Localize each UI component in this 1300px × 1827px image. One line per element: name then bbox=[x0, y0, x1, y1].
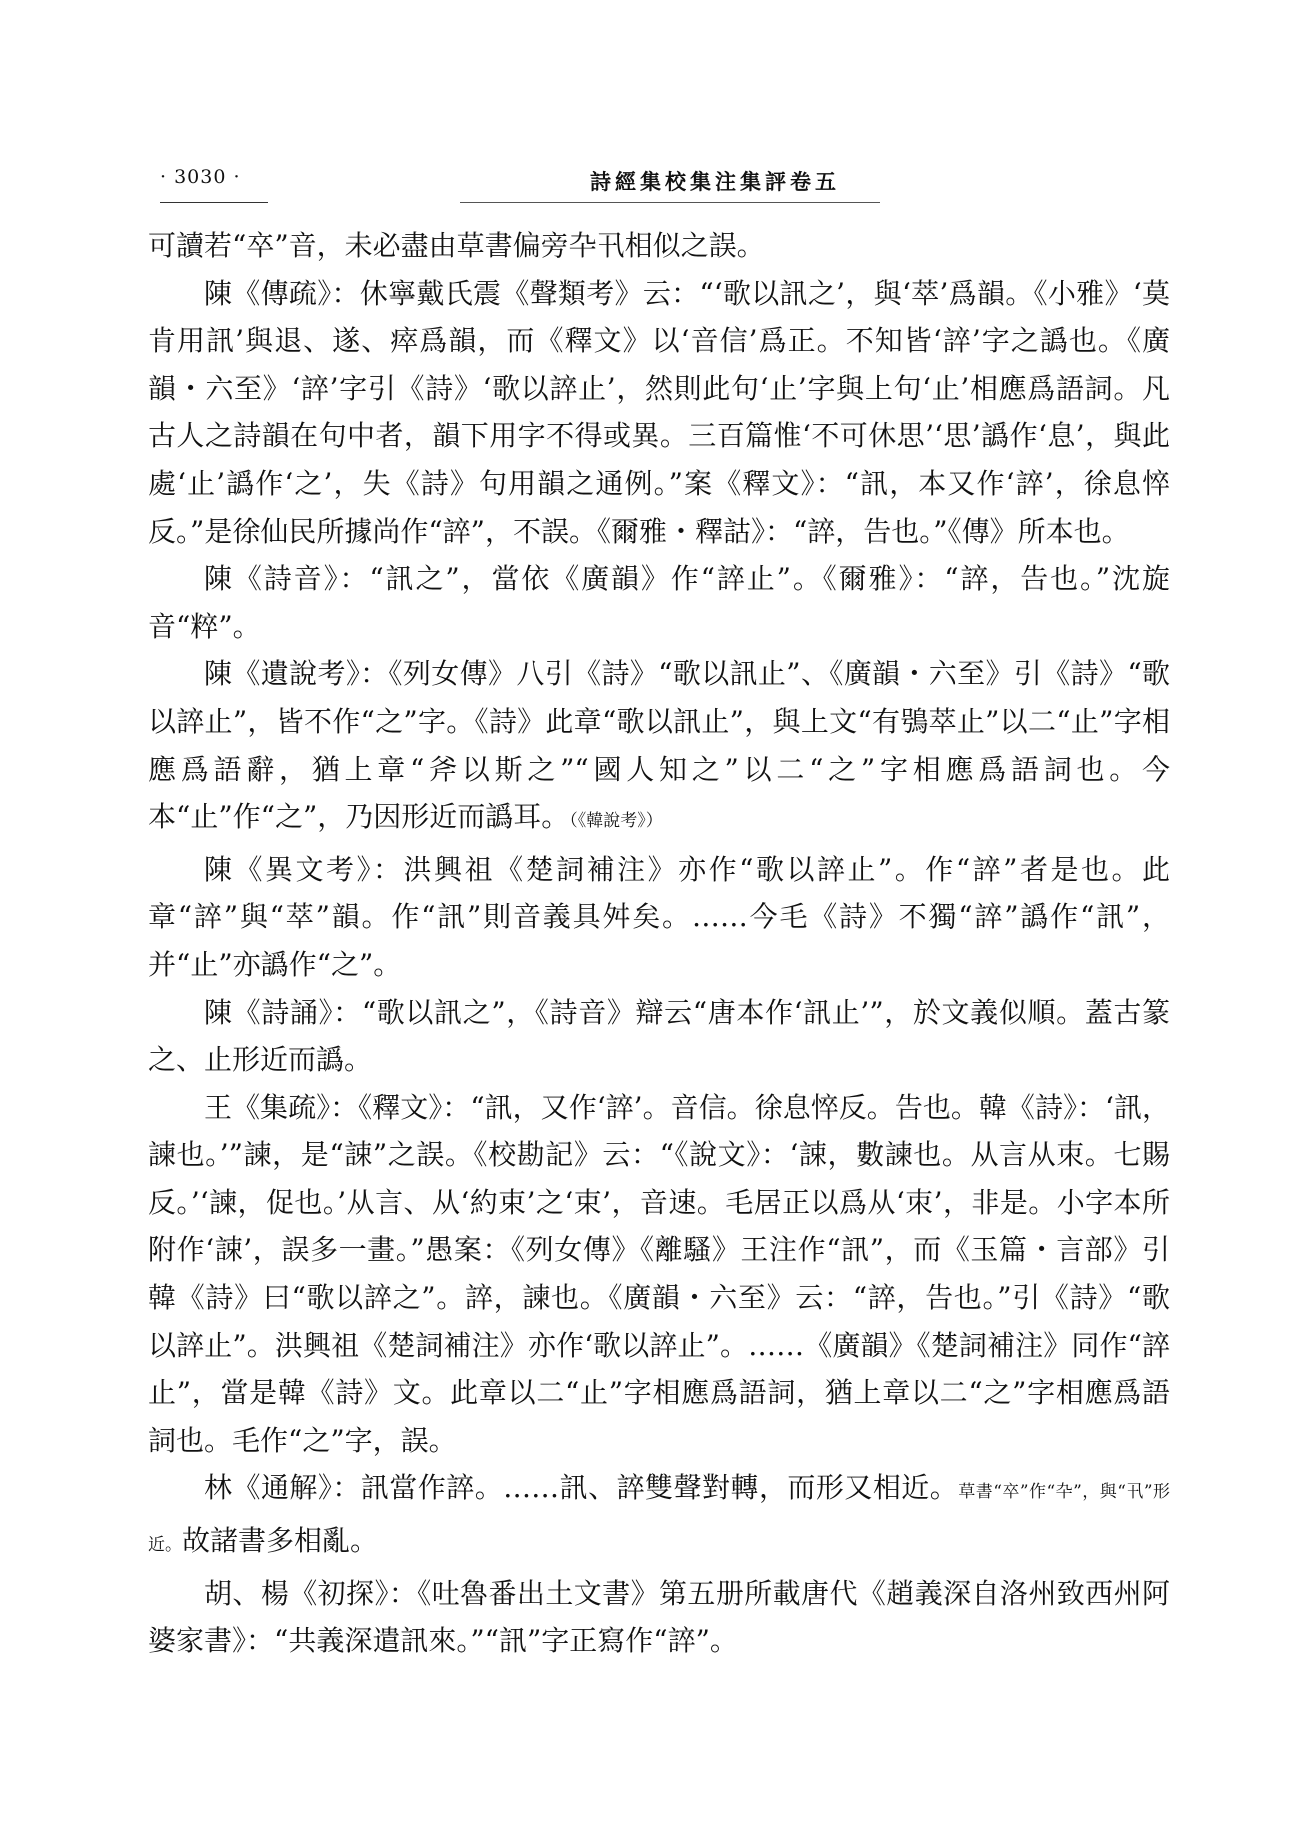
paragraph-chuanshu bbox=[148, 270, 1170, 556]
header-rule-left bbox=[160, 202, 268, 203]
paragraph-text: 陳《詩誦》：“歌以訊之”，《詩音》辯云“唐本作‘訊止’”，於文義似順。蓋古篆之、止形近而譌。 bbox=[148, 995, 1170, 1077]
paragraph-text: 陳《傳疏》：休寧戴氏震《聲類考》云：“‘歌以訊之’，與‘萃’爲韻。《小雅》‘莫肯用訊’與退、遂、瘁爲韻，而《釋文》以‘音信’爲正。不知皆‘誶’字之譌也。《廣韻・六至》‘誶’字引《詩》‘歌以誶止’，然則此句‘止’字與上句‘止’相應爲語詞。凡古人之詩韻在句中者，韻下用字不得或異。三百篇惟‘不可休思’‘思’譌作‘息’，與此處‘止’譌作‘之’，失《詩》句用韻之通例。”案《釋文》：“訊，本又作‘誶’，徐息悴反。”是徐仙民所據尚作“誶”，不誤。《爾雅・釋詁》：“誶，告也。”《傳》所本也。 bbox=[148, 276, 1170, 548]
paragraph-tail: 故諸書多相亂。 bbox=[182, 1524, 379, 1558]
paragraph-shiyin bbox=[148, 555, 1170, 650]
paragraph-yiwenkao bbox=[148, 846, 1170, 989]
paragraph-text: 胡、楊《初探》：《吐魯番出土文書》第五册所載唐代《趙義深自洛州致西州阿婆家書》：“共義深遣訊來。”“訊”字正寫作“誶”。 bbox=[148, 1576, 1170, 1658]
running-title: 詩經集校集注集評卷五 bbox=[590, 169, 840, 194]
page-header bbox=[160, 166, 1170, 196]
paragraph-text: 陳《異文考》：洪興祖《楚詞補注》亦作“歌以誶止”。作“誶”者是也。此章“誶”與“萃”韻。作“訊”則音義具舛矣。……今毛《詩》不獨“誶”譌作“訊”，并“止”亦譌作“之”。 bbox=[148, 852, 1170, 981]
paragraph-jishu bbox=[148, 1084, 1170, 1465]
paragraph-text: 林《通解》：訊當作誶。……訊、誶雙聲對轉，而形又相近。 bbox=[204, 1471, 959, 1505]
paragraph-yishuokao bbox=[148, 650, 1170, 845]
page-body bbox=[148, 222, 1170, 1665]
header-rule-right bbox=[460, 202, 880, 203]
paragraph-text: 陳《詩音》：“訊之”，當依《廣韻》作“誶止”。《爾雅》：“誶，告也。”沈旋音“粹”。 bbox=[148, 562, 1170, 643]
inline-note: 草書“卒”作“卆”，與“卂”形近。 bbox=[148, 1482, 1170, 1556]
paragraph-shisong bbox=[148, 989, 1170, 1084]
paragraph-text: 可讀若“卒”音，未必盡由草書偏旁卆卂相似之誤。 bbox=[148, 229, 765, 262]
page-number: · 3030 · bbox=[160, 166, 241, 188]
paragraph-chutan bbox=[148, 1570, 1170, 1665]
source-note: （《韓說考》） bbox=[569, 811, 663, 832]
paragraph-text: 陳《遺說考》：《列女傳》八引《詩》“歌以訊止”、《廣韻・六至》引《詩》“歌以誶止”，皆不作“之”字。《詩》此章“歌以訊止”，與上文“有鴞萃止”以二“止”字相應爲語辭，猶上章“斧以斯之”“國人知之”以二“之”字相應爲語詞也。今本“止”作“之”，乃因形近而譌耳。 bbox=[148, 657, 1170, 834]
paragraph-tongjie bbox=[148, 1464, 1170, 1569]
paragraph-text: 王《集疏》：《釋文》：“訊，又作‘誶’。音信。徐息悴反。告也。韓《詩》：‘訊，諫也。’”諫，是“誎”之誤。《校勘記》云：“《說文》：‘誎，數諫也。从言从朿。七賜反。’‘諫，促也。’从言、从‘約束’之‘束’，音速。毛居正以爲从‘朿’，非是。小字本所附作‘誎’，誤多一畫。”愚案：《列女傳》《離騷》王注作“訊”，而《玉篇・言部》引韓《詩》曰“歌以誶之”。誶，諫也。《廣韻・六至》云：“誶，告也。”引《詩》“歌以誶止”。洪興祖《楚詞補注》亦作‘歌以誶止”。……《廣韻》《楚詞補注》同作“誶止”，當是韓《詩》文。此章以二“止”字相應爲語詞，猶上章以二“之”字相應爲語詞也。毛作“之”字，誤。 bbox=[148, 1090, 1170, 1457]
paragraph-continuation bbox=[148, 222, 1170, 270]
